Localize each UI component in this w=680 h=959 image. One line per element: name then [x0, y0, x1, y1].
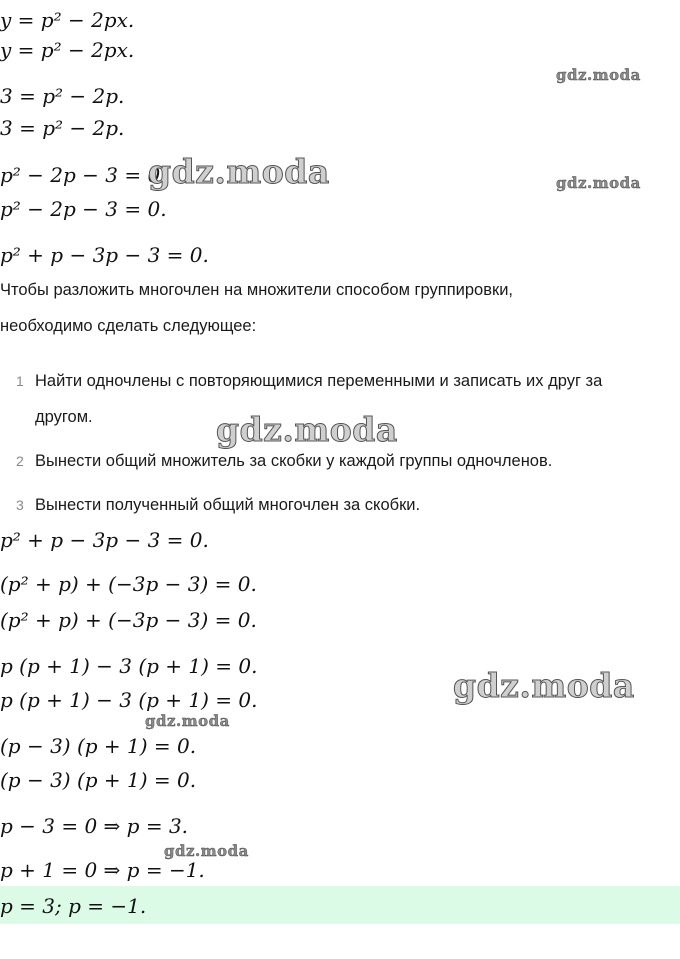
- list-item-text: Вынести общий множитель за скобки у каждой группы одночленов.: [35, 452, 553, 470]
- equation-line: 3 = p² − 2p.: [0, 116, 125, 140]
- equation-line: p (p + 1) − 3 (p + 1) = 0.: [0, 688, 258, 712]
- list-number: 3: [16, 497, 24, 513]
- watermark-logo: gdz.moda: [556, 66, 641, 84]
- equation-line: y = p² − 2px.: [0, 38, 135, 62]
- watermark-logo: gdz.moda: [164, 842, 249, 860]
- list-item-text: другом.: [35, 408, 93, 426]
- equation-line: (p² + p) + (−3p − 3) = 0.: [0, 608, 257, 632]
- equation-line: y = p² − 2px.: [0, 8, 135, 32]
- equation-line: p² + p − 3p − 3 = 0.: [0, 243, 209, 267]
- equation-line: (p² + p) + (−3p − 3) = 0.: [0, 572, 257, 596]
- watermark-logo: gdz.moda: [556, 174, 641, 192]
- watermark-logo: gdz.moda: [145, 712, 230, 730]
- answer-highlight: [0, 886, 680, 924]
- list-item-text: Вынести полученный общий многочлен за скобки.: [35, 496, 421, 514]
- watermark-logo: gdz.moda: [148, 152, 330, 191]
- equation-line: (p − 3) (p + 1) = 0.: [0, 734, 197, 758]
- equation-line: p (p + 1) − 3 (p + 1) = 0.: [0, 654, 258, 678]
- equation-line: p − 3 = 0 ⇒ p = 3.: [0, 814, 189, 838]
- watermark-logo: gdz.moda: [453, 666, 635, 705]
- watermark-logo: gdz.moda: [216, 410, 398, 449]
- intro-text: Чтобы разложить многочлен на множители способом группировки,: [0, 281, 513, 299]
- final-answer: p = 3; p = −1.: [0, 894, 147, 918]
- equation-line: p² − 2p − 3 = 0.: [0, 197, 167, 221]
- equation-line: 3 = p² − 2p.: [0, 84, 125, 108]
- equation-line: p² − 2p − 3 = 0.: [0, 163, 167, 187]
- equation-line: p² + p − 3p − 3 = 0.: [0, 528, 209, 552]
- equation-line: (p − 3) (p + 1) = 0.: [0, 768, 197, 792]
- list-number: 2: [16, 453, 24, 469]
- list-number: 1: [16, 373, 24, 389]
- equation-line: p + 1 = 0 ⇒ p = −1.: [0, 858, 205, 882]
- list-item-text: Найти одночлены с повторяющимися переменными и записать их друг за: [35, 372, 603, 390]
- intro-text: необходимо сделать следующее:: [0, 317, 257, 335]
